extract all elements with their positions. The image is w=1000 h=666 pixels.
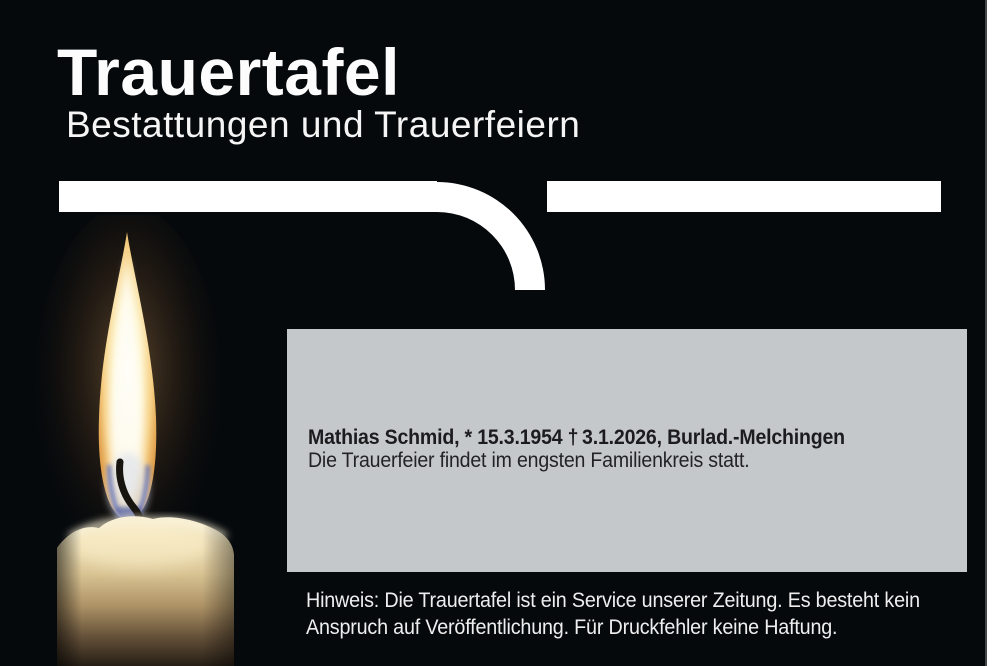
obituary-name-line: Mathias Schmid, * 15.3.1954 † 3.1.2026, Burlad.-Melchingen: [308, 426, 845, 449]
obituary-ceremony-line: Die Trauerfeier findet im engsten Familienkreis statt.: [308, 449, 750, 472]
divider-bar-right: [547, 181, 941, 212]
divider-elbow-curve: [437, 181, 547, 291]
footer-line-1: Hinweis: Die Trauertafel ist ein Service unserer Zeitung. Es besteht kein: [306, 589, 920, 612]
divider-bar-left: [59, 181, 437, 212]
footer-note: [306, 588, 920, 641]
candle-side-shading: [57, 516, 234, 666]
obituary-panel: [287, 329, 967, 572]
footer-line-2: Anspruch auf Veröffentlichung. Für Druckfehler keine Haftung.: [306, 615, 838, 639]
obituary-entry: [308, 426, 845, 472]
candle-image: [30, 215, 260, 666]
page-subtitle: Bestattungen und Trauerfeiern: [66, 104, 581, 145]
page-title: Trauertafel: [57, 35, 400, 109]
